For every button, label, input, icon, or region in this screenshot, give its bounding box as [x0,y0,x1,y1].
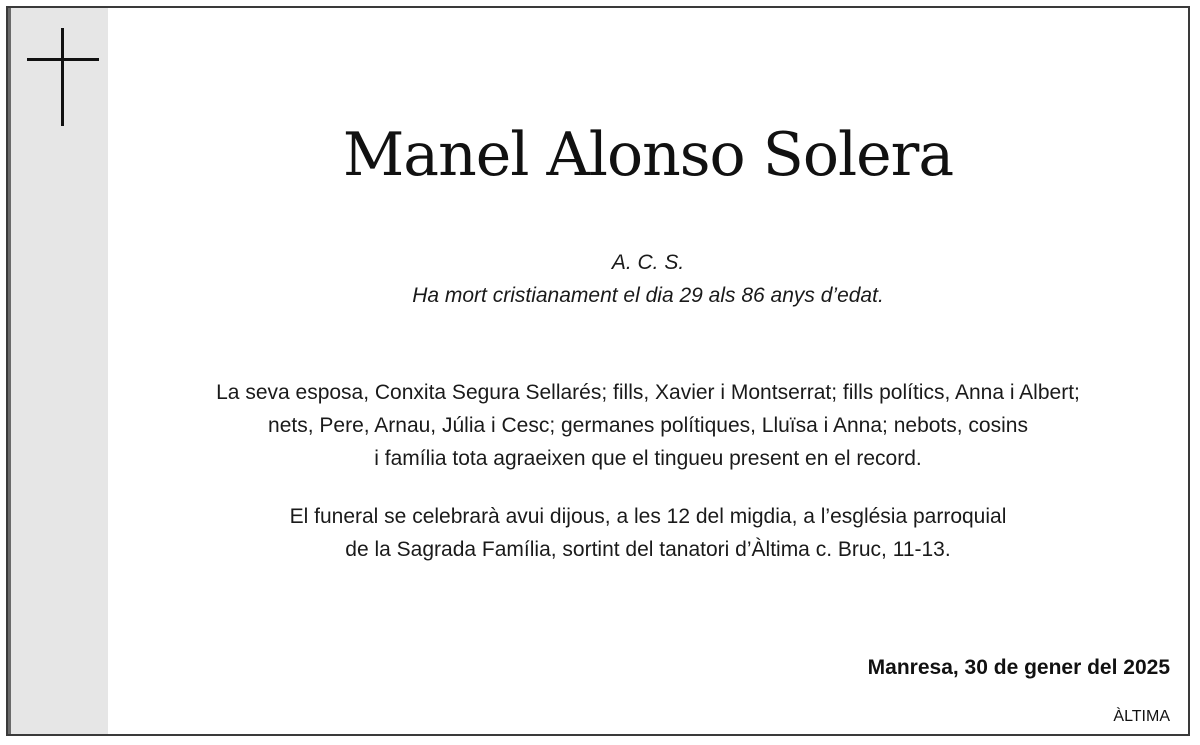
agency-name: ÀLTIMA [1113,708,1170,725]
family-line: nets, Pere, Arnau, Júlia i Cesc; germanes polítiques, Lluïsa i Anna; nebots, cosins [268,414,1028,437]
family-paragraph [108,376,1188,475]
cross-horizontal-bar [27,58,99,61]
cross-vertical-bar [61,28,64,126]
obituary-notice [6,6,1190,736]
left-sidebar-band [8,8,108,734]
place-date: Manresa, 30 de gener del 2025 [867,656,1170,679]
family-line: La seva esposa, Conxita Segura Sellarés; fills, Xavier i Montserrat; fills polítics, Anna i Albert; [216,381,1080,404]
subtitle-line: Ha mort cristianament el dia 29 als 86 anys d’edat. [412,284,884,307]
funeral-paragraph [108,500,1188,566]
cross-icon [27,28,99,126]
subtitle-block [108,246,1188,312]
family-line: i família tota agraeixen que el tingueu present en el record. [374,447,922,470]
funeral-line: El funeral se celebrarà avui dijous, a les 12 del migdia, a l’església parroquial [289,505,1007,528]
funeral-line: de la Sagrada Família, sortint del tanatori d’Àltima c. Bruc, 11-13. [345,538,951,561]
deceased-name: Manel Alonso Solera [342,120,954,190]
subtitle-line: A. C. S. [611,251,685,274]
